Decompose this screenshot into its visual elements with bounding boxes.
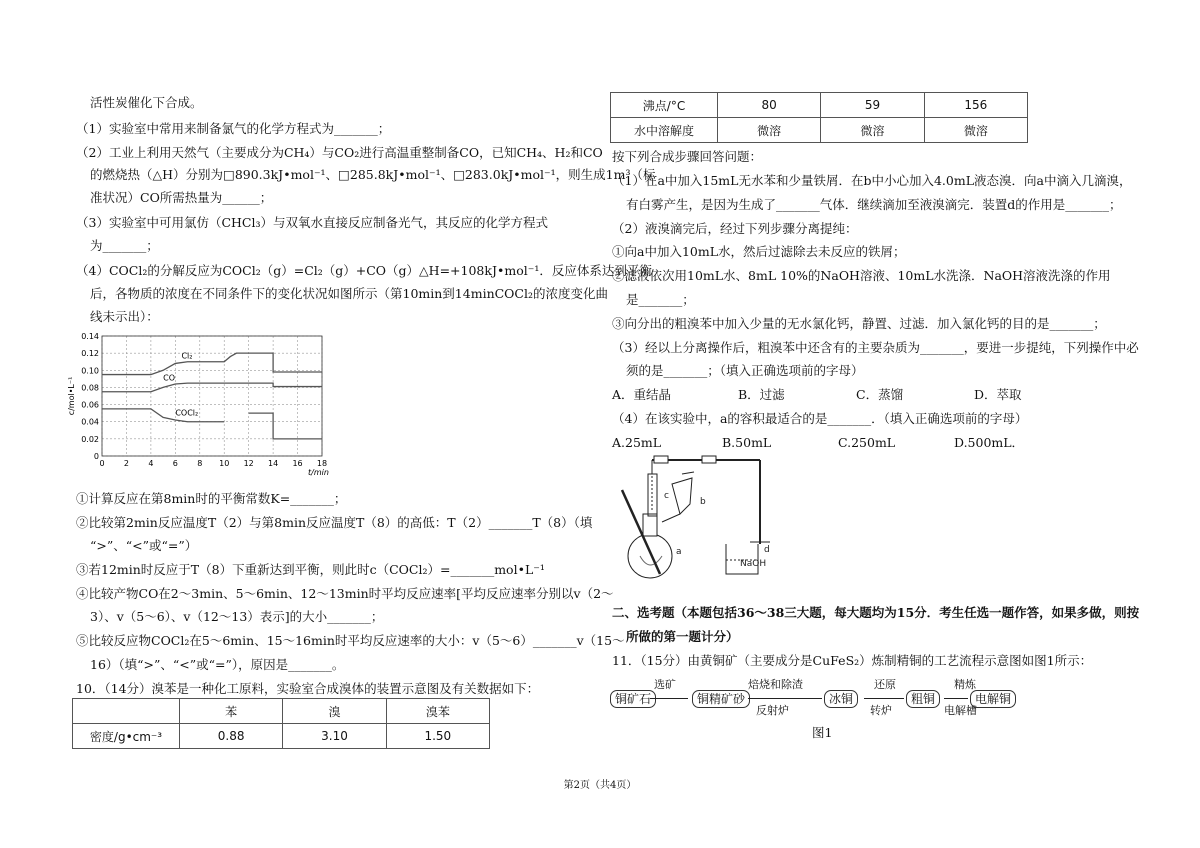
- x-tick-label: 4: [148, 459, 154, 468]
- table-cell: 微溶: [821, 118, 924, 143]
- flow-node: 冰铜: [824, 690, 858, 708]
- table-row: [611, 118, 1028, 143]
- question-2-cont: 的燃烧热（△H）分别为□890.3kJ•mol⁻¹、□285.8kJ•mol⁻¹、□283.0kJ•mol⁻¹，则生成1m³（标: [90, 167, 656, 182]
- process-flow: [608, 676, 1028, 720]
- x-tick-label: 18: [316, 459, 328, 468]
- data-table-boiling: [610, 92, 1028, 143]
- label-c: c: [664, 491, 669, 501]
- series-label: CO: [163, 373, 176, 383]
- table-cell: 0.88: [180, 724, 283, 749]
- x-tick-label: 10: [219, 459, 230, 468]
- y-tick-label: 0: [93, 452, 99, 461]
- table-cell: 溴苯: [386, 699, 489, 724]
- question-3: （3）实验室中可用氯仿（CHCl₃）与双氧水直接反应制备光气，其反应的化学方程式: [76, 215, 548, 230]
- flow-arrow-label: 选矿: [654, 678, 676, 691]
- flow-arrow: [748, 698, 822, 699]
- text-line: 活性炭催化下合成。: [90, 95, 203, 110]
- table-row: [73, 724, 490, 749]
- section-2-title-cont: 所做的第一题计分）: [626, 629, 739, 644]
- flow-node: 电解铜: [970, 690, 1016, 708]
- x-tick-label: 6: [172, 459, 178, 468]
- y-tick-label: 0.10: [81, 366, 99, 376]
- flow-node: 粗铜: [906, 690, 940, 708]
- table-cell: 1.50: [386, 724, 489, 749]
- series-label: COCl₂: [175, 408, 199, 418]
- y-tick-label: 0.06: [81, 400, 99, 410]
- step-2-2-cont: 是_______；: [626, 292, 695, 307]
- table-cell: 密度/g•cm⁻³: [73, 724, 180, 749]
- flow-node: 铜精矿砂: [692, 690, 750, 708]
- label-naoh: NaOH: [740, 559, 767, 569]
- series-label: Cl₂: [181, 351, 193, 361]
- figure-caption: 图1: [812, 725, 833, 740]
- option-d: D.500mL．: [954, 435, 1025, 450]
- sub-question-2-cont: “>”、“<”或“=”）: [90, 538, 198, 553]
- option-c: C.250mL: [838, 435, 896, 450]
- table-cell: 溴: [283, 699, 386, 724]
- sub-question-5: ⑤比较反应物COCl₂在5～6min、15～16min时平均反应速率的大小：v（5～6）_______v（15～: [76, 633, 625, 648]
- table-cell: 微溶: [718, 118, 821, 143]
- flow-arrow-label: 还原: [874, 678, 896, 691]
- page-footer: 第2页（共4页）: [563, 780, 637, 791]
- sub-question-4-cont: 3）、v（5～6）、v（12～13）表示]的大小_______；: [90, 609, 384, 624]
- step-1-cont: 有白雾产生，是因为生成了_______气体．继续滴加至液溴滴完．装置d的作用是_______；: [626, 197, 1122, 212]
- series-line: [102, 409, 224, 422]
- question-10: 10．（14分）溴苯是一种化工原料，实验室合成溴体的装置示意图及有关数据如下：: [76, 681, 540, 696]
- series-line: [249, 413, 322, 439]
- table-cell: [73, 699, 180, 724]
- label-a: a: [676, 547, 682, 557]
- flow-arrow: [944, 698, 968, 699]
- step-4: （4）在该实验中，a的容积最适合的是_______．（填入正确选项前的字母）: [612, 411, 1028, 426]
- table-cell: 59: [821, 93, 924, 118]
- table-row: [73, 699, 490, 724]
- sub-question-3: ③若12min时反应于T（8）下重新达到平衡，则此时c（COCl₂）=_______mol•L⁻¹: [76, 562, 545, 577]
- x-tick-label: 16: [292, 459, 303, 468]
- step-2-3: ③向分出的粗溴苯中加入少量的无水氯化钙，静置、过滤．加入氯化钙的目的是_______；: [612, 316, 1106, 331]
- option-a: A.25mL: [612, 435, 662, 450]
- step-1: （1）在a中加入15mL无水苯和少量铁屑．在b中小心加入4.0mL液态溴．向a中滴入几滴溴，: [612, 173, 1132, 188]
- y-tick-label: 0.04: [81, 417, 99, 427]
- x-tick-label: 0: [99, 459, 105, 468]
- x-tick-label: 12: [243, 459, 254, 468]
- option-b: B.50mL: [722, 435, 772, 450]
- question-2-cont: 准状况）CO所需热量为______；: [90, 190, 273, 205]
- text-line: 按下列合成步骤回答问题：: [612, 149, 763, 164]
- table-cell: 沸点/°C: [611, 93, 718, 118]
- flow-arrow-label: 焙烧和除渣: [748, 678, 803, 691]
- x-tick-label: 2: [123, 459, 129, 468]
- step-3: （3）经以上分离操作后，粗溴苯中还含有的主要杂质为_______，要进一步提纯，下列操作中必: [612, 340, 1139, 355]
- question-1: （1）实验室中常用来制备氯气的化学方程式为_______；: [76, 121, 391, 136]
- sub-question-5-cont: 16）（填“>”、“<”或“=”），原因是_______。: [90, 657, 345, 672]
- step-2-1: ①向a中加入10mL水，然后过滤除去未反应的铁屑；: [612, 244, 906, 259]
- step-2-2: ②滤液依次用10mL水、8mL 10%的NaOH溶液、10mL水洗涤．NaOH溶液洗涤的作用: [612, 268, 1111, 283]
- flow-arrow-label: 精炼: [954, 678, 976, 691]
- x-axis-label: t/min: [308, 468, 329, 477]
- question-4-cont: 线未示出）：: [90, 309, 159, 324]
- y-tick-label: 0.02: [81, 434, 99, 444]
- flow-arrow-label: 转炉: [870, 704, 892, 717]
- flow-arrow-label: 电解槽: [944, 704, 977, 717]
- y-tick-label: 0.12: [81, 349, 99, 359]
- concentration-chart: [66, 328, 329, 478]
- label-b: b: [700, 497, 706, 507]
- sub-question-2: ②比较第2min反应温度T（2）与第8min反应温度T（8）的高低：T（2）_______T（8）（填: [76, 515, 593, 530]
- y-axis-label: c/mol•L⁻¹: [67, 376, 76, 416]
- label-d: d: [764, 545, 770, 555]
- question-4: （4）COCl₂的分解反应为COCl₂（g）=Cl₂（g）+CO（g）△H=+108kJ•mol⁻¹．反应体系达到平衡: [76, 263, 652, 278]
- sub-question-1: ①计算反应在第8min时的平衡常数K=_______；: [76, 491, 347, 506]
- y-tick-label: 0.08: [81, 383, 99, 393]
- table-cell: 苯: [180, 699, 283, 724]
- step-3-cont: 须的是_______；（填入正确选项前的字母）: [626, 363, 864, 378]
- question-11: 11．（15分）由黄铜矿（主要成分是CuFeS₂）炼制精铜的工艺流程示意图如图1所示：: [612, 653, 1093, 668]
- flow-node: 铜矿石: [610, 690, 656, 708]
- section-2-title: 二、选考题（本题包括36～38三大题，每大题均为15分．考生任选一题作答，如果多做，则按: [612, 605, 1140, 620]
- option-b: B．过滤: [738, 387, 785, 402]
- x-tick-label: 14: [268, 459, 279, 468]
- flow-arrow: [650, 698, 688, 699]
- plot-frame: [102, 336, 322, 456]
- apparatus-diagram: [610, 456, 800, 586]
- question-3-cont: 为_______；: [90, 238, 159, 253]
- table-cell: 3.10: [283, 724, 386, 749]
- data-table-density: [72, 698, 490, 749]
- option-d: D．萃取: [974, 387, 1022, 402]
- x-tick-label: 8: [197, 459, 203, 468]
- table-cell: 微溶: [924, 118, 1027, 143]
- step-2: （2）液溴滴完后，经过下列步骤分离提纯：: [612, 221, 858, 236]
- series-line: [102, 353, 322, 374]
- flow-arrow: [864, 698, 904, 699]
- table-cell: 水中溶解度: [611, 118, 718, 143]
- question-4-cont: 后，各物质的浓度在不同条件下的变化状况如图所示（第10min到14minCOCl₂的浓度变化曲: [90, 286, 609, 301]
- table-cell: 156: [924, 93, 1027, 118]
- option-c: C．蒸馏: [856, 387, 904, 402]
- table-row: [611, 93, 1028, 118]
- table-cell: 80: [718, 93, 821, 118]
- sub-question-4: ④比较产物CO在2～3min、5～6min、12～13min时平均反应速率[平均反应速率分别以v（2～: [76, 586, 614, 601]
- option-a: A．重结晶: [612, 387, 672, 402]
- flow-arrow-label: 反射炉: [756, 704, 789, 717]
- question-2: （2）工业上利用天然气（主要成分为CH₄）与CO₂进行高温重整制备CO，已知CH₄、H₂和CO: [76, 145, 603, 160]
- y-tick-label: 0.14: [81, 332, 99, 341]
